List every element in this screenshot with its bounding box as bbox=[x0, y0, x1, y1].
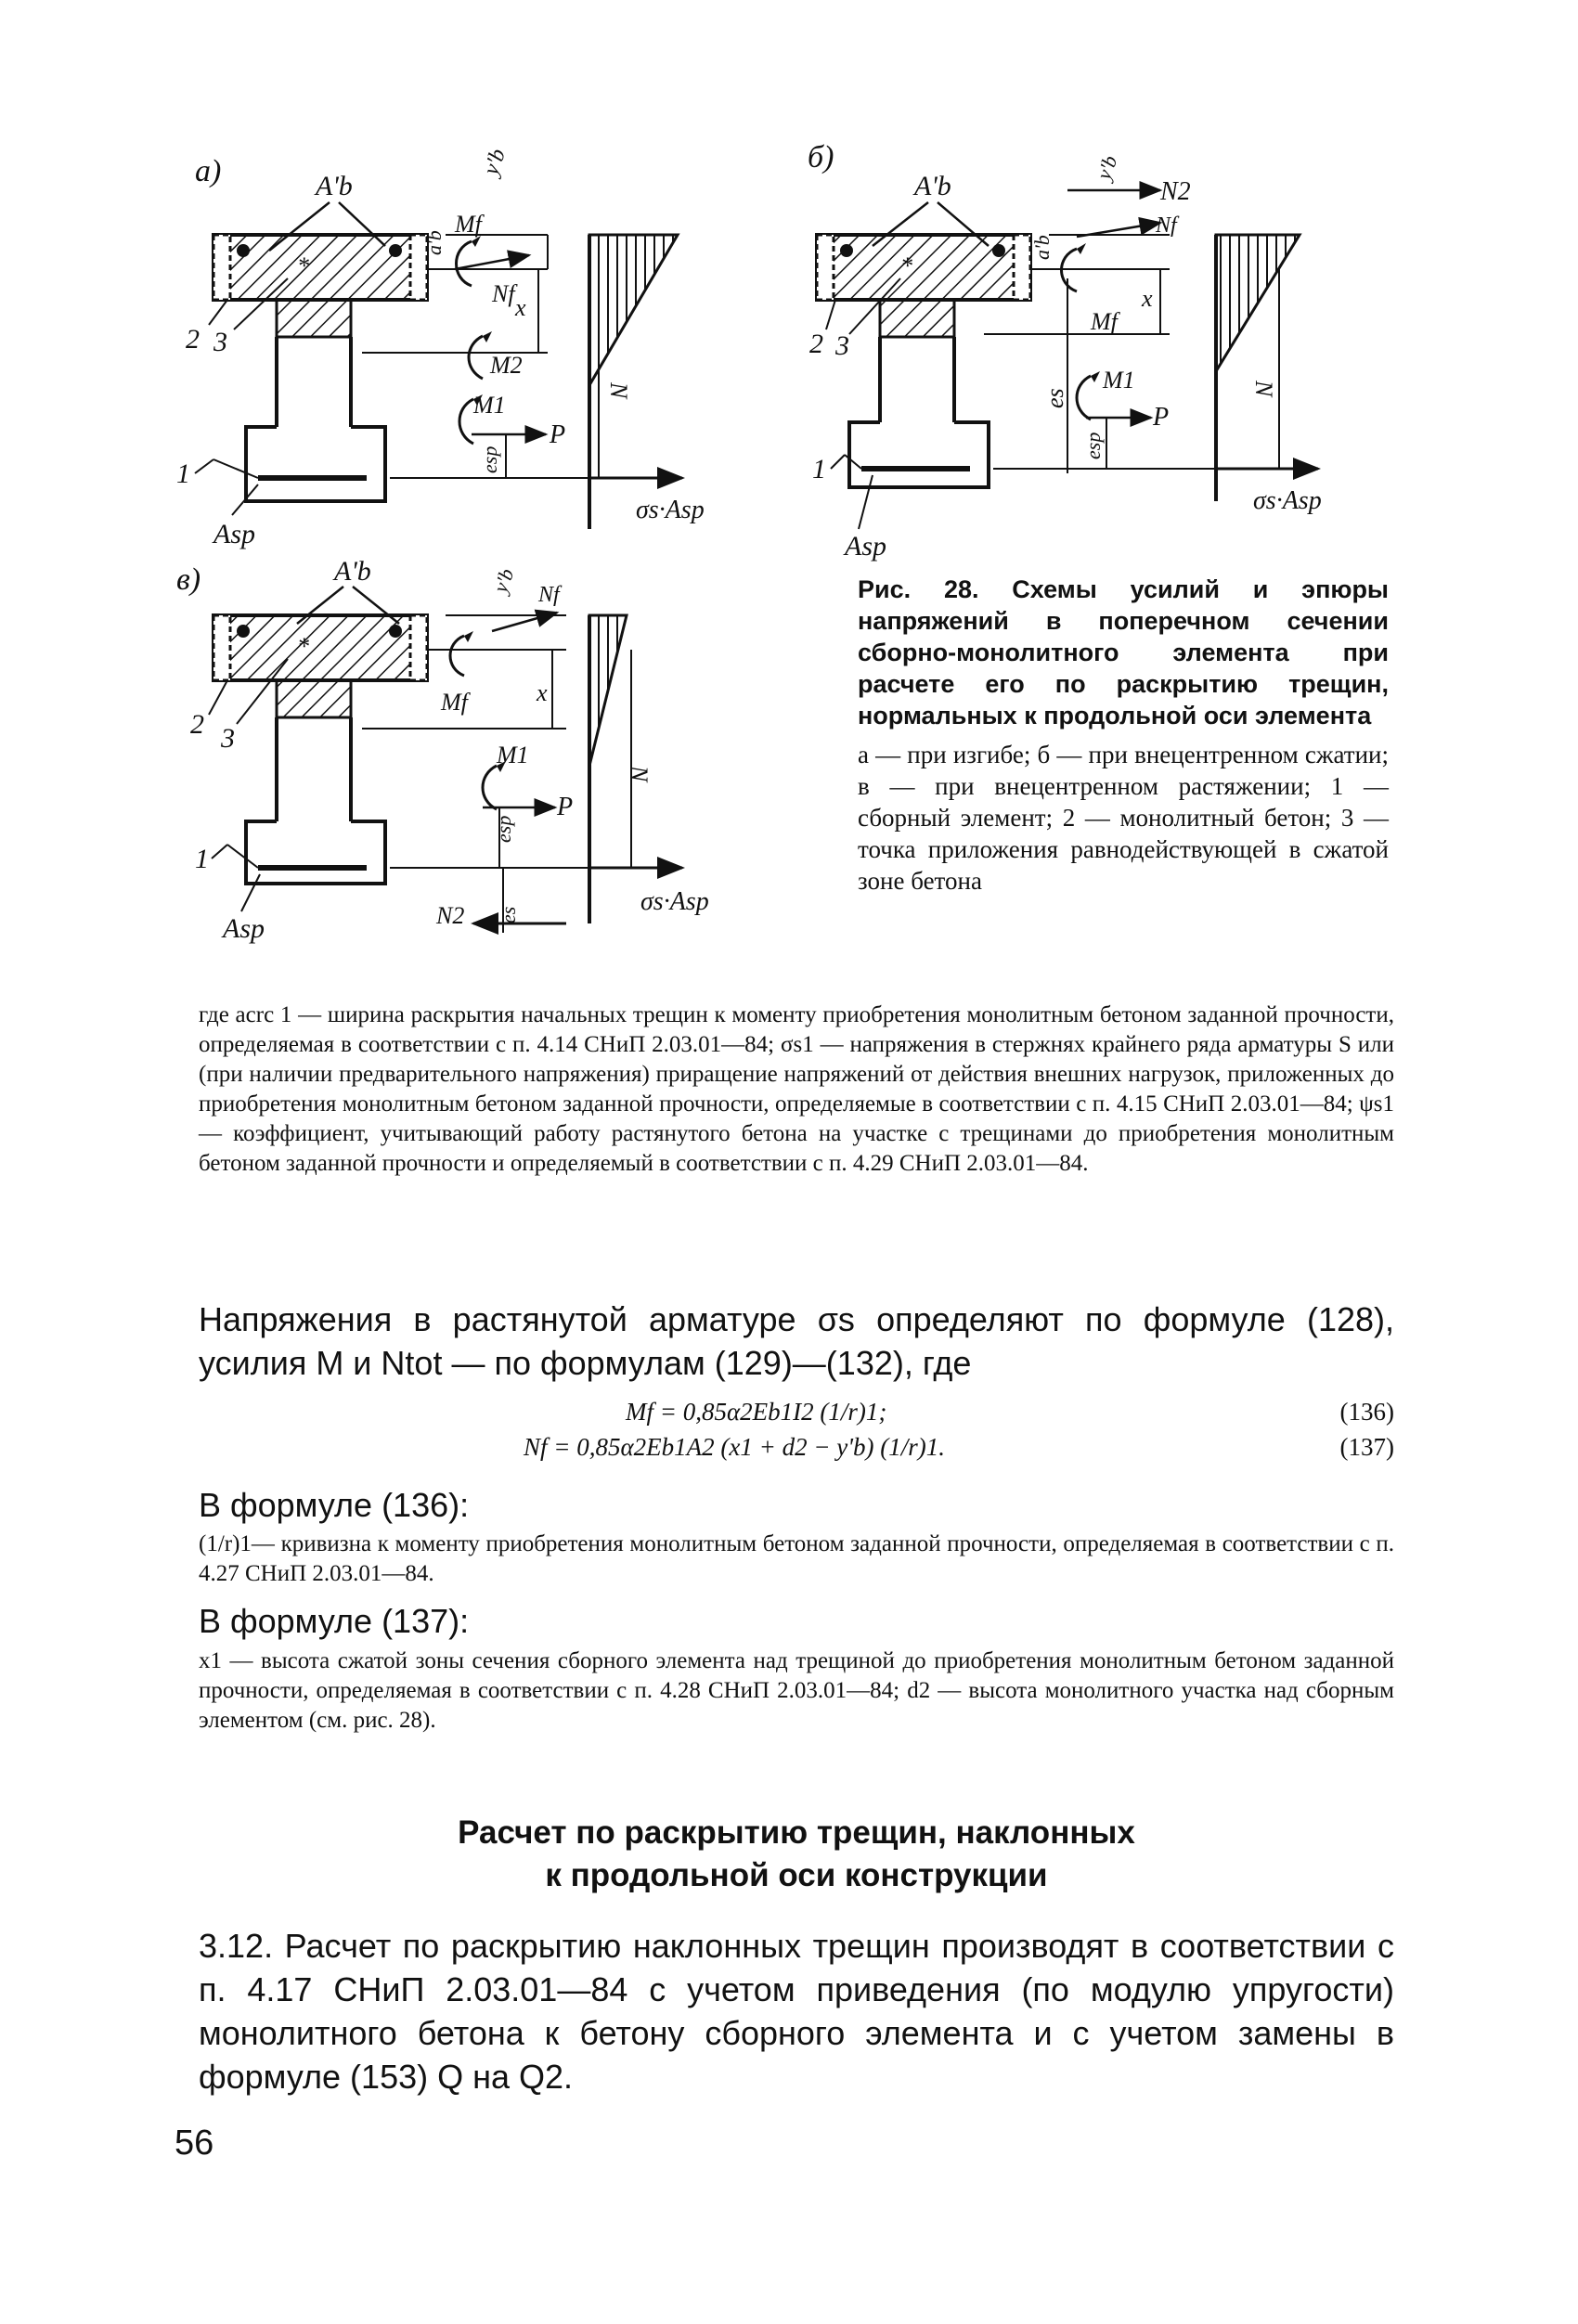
figure-panel-b bbox=[770, 139, 1402, 566]
label-2-c: 2 bbox=[190, 709, 204, 740]
label-m1-c: M1 bbox=[497, 742, 529, 768]
panel-label-b: б) bbox=[808, 140, 834, 174]
label-esp-b: esp bbox=[1081, 432, 1105, 459]
section-title-line-1: Расчет по раскрытию трещин, наклонных bbox=[458, 1814, 1135, 1851]
label-nf-b: Nf bbox=[1156, 213, 1177, 238]
label-1-a: 1 bbox=[176, 458, 190, 489]
paragraph-where: где acrc 1 — ширина раскрытия начальных трещин к моменту приобретения монолитным бетоном заданной прочности, определяемая в соответствии с п. 4.14 СНиП 2.03.01—84; σs1 — напряжения в стержнях крайнего ряда арматуры S или (при наличии предварительного напряжения) приращение напряжений от действия внешних нагрузок, приложенных до приобретения монолитным бетоном заданной прочности, определяемые в соответствии с п. 4.15 СНиП 2.03.01—84; ψs1 — коэффициент, учитывающий работу растянутого бетона на участке с трещинами до приобретения монолитным бетоном заданной прочности и определяемый в соответствии с п. 4.29 СНиП 2.03.01—84. bbox=[199, 1002, 1394, 1176]
label-m1-b: M1 bbox=[1103, 367, 1135, 394]
page-number: 56 bbox=[175, 2124, 214, 2163]
label-ab-a: a'b bbox=[422, 230, 446, 255]
label-asp-a: Asp bbox=[213, 519, 255, 549]
formula-136-expression: Mf = 0,85α2Eb1I2 (1/r)1; bbox=[626, 1398, 887, 1426]
paragraph-3-12: 3.12. Расчет по раскрытию наклонных трещин производят в соответствии с п. 4.17 СНиП 2.03.01—84 с учетом приведения (по модулю упругости) монолитного бетона к бетону сборного элемента и с учетом замены в формуле (153) Q на Q2. bbox=[199, 1927, 1394, 2096]
label-x-c: x bbox=[537, 679, 548, 706]
formula-137 bbox=[199, 1429, 1394, 1465]
svg-text:*: * bbox=[900, 252, 912, 279]
label-n2-b: N2 bbox=[1160, 177, 1191, 206]
paragraph-stress: Напряжения в растянутой арматуре σs определяют по формуле (128), усилия M и Ntot — по формулам (129)—(132), где bbox=[199, 1300, 1394, 1382]
label-sigma-b: σs·Asp bbox=[1253, 486, 1322, 515]
label-yb-b: y'b bbox=[1092, 152, 1122, 183]
label-a-b-prime-c: A'b bbox=[334, 556, 371, 587]
formula-136-number: (136) bbox=[1339, 1398, 1394, 1426]
caption-title: Рис. 28. Схемы усилий и эпюры напряжений в поперечном сечении сборно-монолитного элемента при расчете его по раскрытию трещин, нормальных к продольной оси элемента bbox=[858, 575, 1389, 729]
label-yb-a: y'b bbox=[479, 146, 511, 179]
label-asp-c: Asp bbox=[223, 913, 265, 944]
label-nf-c: Nf bbox=[538, 583, 560, 607]
section-title bbox=[199, 1812, 1394, 1897]
label-p-a: P bbox=[550, 420, 566, 449]
label-1-b: 1 bbox=[812, 454, 826, 484]
label-2-b: 2 bbox=[809, 329, 823, 359]
in-formula-136-heading: В формуле (136): bbox=[199, 1486, 470, 1524]
panel-label-a: а) bbox=[195, 154, 222, 188]
label-esp-a: esp bbox=[478, 445, 501, 473]
label-p-b: P bbox=[1153, 403, 1170, 432]
label-2-a: 2 bbox=[186, 324, 200, 355]
label-3-b: 3 bbox=[835, 330, 849, 361]
section-title-line-2: к продольной оси конструкции bbox=[545, 1857, 1048, 1893]
in-formula-137-heading: В формуле (137): bbox=[199, 1602, 470, 1640]
label-mf-b: Mf bbox=[1091, 308, 1118, 335]
label-a-b-prime-b: A'b bbox=[914, 171, 951, 201]
figure-caption bbox=[858, 574, 1389, 897]
label-3-a: 3 bbox=[213, 327, 227, 357]
label-mf-a: Mf bbox=[455, 211, 482, 238]
label-a-b-prime: A'b bbox=[316, 171, 353, 201]
label-nf-a: Nf bbox=[492, 280, 515, 307]
formula-137-expression: Nf = 0,85α2Eb1A2 (x1 + d2 − y'b) (1/r)1. bbox=[524, 1433, 946, 1461]
label-n2-c: N2 bbox=[436, 902, 465, 929]
label-m2-a: M2 bbox=[490, 352, 523, 379]
label-mf-c: Mf bbox=[441, 689, 468, 716]
formula-136 bbox=[199, 1394, 1394, 1429]
note-137: x1 — высота сжатой зоны сечения сборного элемента над трещиной до приобретения монолитным бетоном заданной прочности, определяемая в соответствии с п. 4.28 СНиП 2.03.01—84; d2 — высота монолитного участка над сборным элементом (см. рис. 28). bbox=[199, 1648, 1394, 1733]
label-x-b: x bbox=[1142, 285, 1153, 312]
label-sigma-a: σs·Asp bbox=[636, 496, 705, 524]
label-x-a: x bbox=[515, 294, 526, 321]
label-es-c: es bbox=[497, 906, 520, 923]
label-p-c: P bbox=[557, 793, 574, 821]
label-n-c: N bbox=[626, 766, 653, 782]
figure-panel-c bbox=[176, 548, 770, 947]
label-1-c: 1 bbox=[195, 844, 209, 874]
formula-137-number: (137) bbox=[1339, 1433, 1394, 1461]
svg-text:*: * bbox=[297, 633, 309, 660]
svg-text:*: * bbox=[297, 252, 309, 279]
caption-legend: а — при изгибе; б — при внецентренном сжатии; в — при внецентренном растяжении; 1 — сборный элемент; 2 — монолитный бетон; 3 — точка приложения равнодействующей в сжатой зоне бетона bbox=[858, 741, 1389, 895]
note-136: (1/r)1— кривизна к моменту приобретения монолитным бетоном заданной прочности, определяемая в соответствии с п. 4.27 СНиП 2.03.01—84. bbox=[199, 1531, 1394, 1586]
label-esp-c: esp bbox=[492, 815, 515, 843]
panel-label-c: в) bbox=[176, 562, 201, 597]
label-sigma-c: σs·Asp bbox=[640, 887, 709, 916]
label-3-c: 3 bbox=[221, 723, 235, 754]
label-es-b: es bbox=[1041, 388, 1068, 408]
label-m1-a: M1 bbox=[473, 392, 506, 419]
label-n-a: N bbox=[605, 382, 632, 399]
figure-panel-a bbox=[176, 139, 770, 575]
label-ab-b: a'b bbox=[1030, 235, 1054, 260]
label-yb-c: y'b bbox=[488, 565, 519, 596]
label-n-b: N bbox=[1250, 381, 1277, 397]
label-asp-b: Asp bbox=[845, 531, 886, 562]
